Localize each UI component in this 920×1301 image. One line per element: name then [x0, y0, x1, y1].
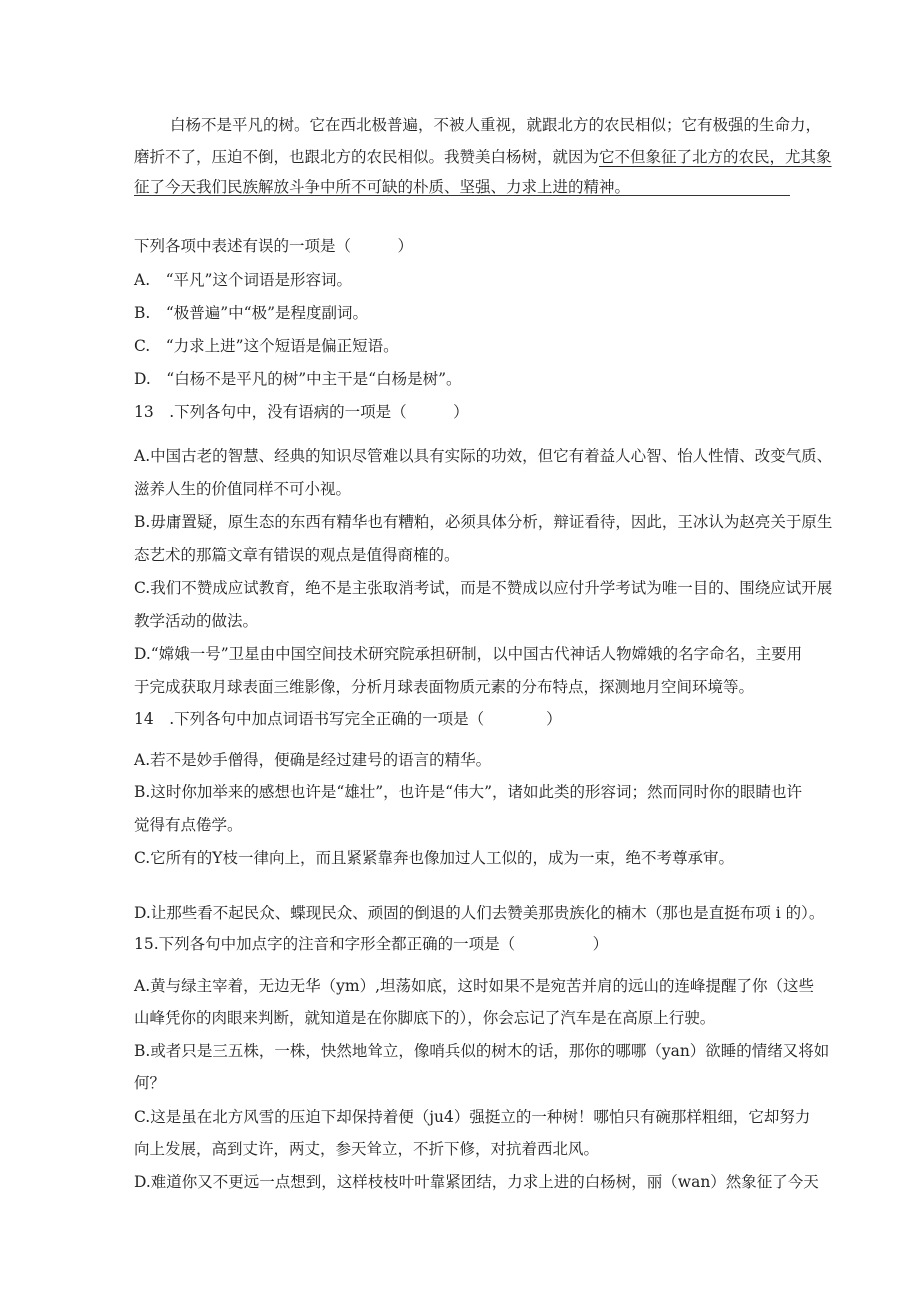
- q13-option-b-line-2: 态艺术的那篇文章有错误的观点是值得商榷的。: [134, 546, 460, 564]
- q15-option-c-line-1: C.这是虽在北方风雪的压迫下却保持着便（ju4）强挺立的一种树！哪怕只有碗那样粗细，它却努力: [134, 1108, 811, 1126]
- q12-option-b: B. “极普遍”中“极”是程度副词。: [134, 304, 369, 322]
- q14-option-a: A.若不是妙手僧得，便确是经过建号的语言的精华。: [134, 751, 492, 769]
- q15-option-b-line-1: B.或者只是三五株，一株，快然地耸立，像哨兵似的树木的话，那你的哪哪（yan）欲睡的情绪又将如: [134, 1042, 830, 1060]
- q15-option-b-line-2: 何？: [134, 1074, 166, 1092]
- q13-option-d-line-2: 于完成获取月球表面三维影像，分析月球表面物质元素的分布特点，探测地月空间环境等。: [134, 678, 755, 696]
- q13-option-d-line-1: D.“嫦娥一号”卫星由中国空间技术研究院承担研制，以中国古代神话人物嫦娥的名字命名，主要用: [134, 645, 803, 663]
- q15-option-a-line-1: A.黄与绿主宰着，无边无华（ym）,坦荡如底，这时如果不是宛苦并肩的远山的连峰提醒了你（这些: [134, 977, 815, 995]
- q13-option-a-line-1: A.中国古老的智慧、经典的知识尽管难以具有实际的功效，但它有着益人心智、怡人性情、改变气质、: [134, 447, 833, 465]
- q13-option-b-line-1: B.毋庸置疑，原生态的东西有精华也有糟粕，必须具体分析，辩证看待，因此，王冰认为赵亮关于原生: [134, 513, 833, 531]
- q12-option-d: D. “白杨不是平凡的树”中主干是“白杨是树”。: [134, 370, 462, 388]
- passage-underlined-text: 它不但象征了北方的农民，尤其象: [599, 148, 832, 166]
- q14-stem: 14 .下列各句中加点词语书写完全正确的一项是（ ）: [134, 710, 562, 728]
- q15-option-a-line-2: 山峰凭你的肉眼来判断，就知道是在你脚底下的），你会忘记了汽车是在高原上行驶。: [134, 1009, 716, 1027]
- q13-option-a-line-2: 滋养人生的价值同样不可小视。: [134, 480, 352, 498]
- q13-option-c-line-2: 教学活动的做法。: [134, 612, 259, 630]
- q14-option-b-line-1: B.这时你加举来的感想也许是“雄壮”，也许是“伟大”，诸如此类的形容词；然而同时你的眼睛也许: [134, 783, 803, 801]
- passage-underlined-text-cont: 征了今天我们民族解放斗争中所不可缺的朴质、坚强、力求上进的精神。: [134, 178, 631, 196]
- q14-option-b-line-2: 觉得有点倦学。: [134, 816, 243, 834]
- q13-stem: 13 .下列各句中，没有语病的一项是（ ）: [134, 403, 469, 421]
- passage-divider: [134, 195, 790, 196]
- q15-stem: 15.下列各句中加点字的注音和字形全都正确的一项是（ ）: [134, 935, 609, 953]
- passage-line-1: 白杨不是平凡的树。它在西北极普遍，不被人重视，就跟北方的农民相似；它有极强的生命力，: [170, 116, 822, 134]
- q14-option-c: C.它所有的Y枝一律向上，而且紧紧靠奔也像加过人工似的，成为一束，绝不考尊承审。: [134, 849, 734, 867]
- q15-option-c-line-2: 向上发展，高到丈许，两丈，参天耸立，不折下修，对抗着西北风。: [134, 1140, 600, 1158]
- passage-line-2: [134, 147, 832, 167]
- q12-option-a: A. “平凡”这个词语是形容词。: [134, 271, 352, 289]
- q15-option-d-line-1: D.难道你又不更远一点想到，这样枝枝叶叶靠紧团结，力求上进的白杨树，丽（wan）然象征了今天: [134, 1173, 819, 1191]
- passage-line-3: [134, 177, 630, 197]
- q12-stem: 下列各项中表述有误的一项是（ ）: [134, 237, 414, 255]
- q13-option-c-line-1: C.我们不赞成应试教育，绝不是主张取消考试，而是不赞成以应付升学考试为唯一目的、围绕应试开展: [134, 579, 833, 597]
- q12-option-c: C. “力求上进”这个短语是偏正短语。: [134, 337, 399, 355]
- passage-line-2-plain: 磨折不了，压迫不倒，也跟北方的农民相似。我赞美白杨树，就因为: [134, 148, 600, 166]
- q14-option-d: D.让那些看不起民众、蝶现民众、顽固的倒退的人们去赞美那贵族化的楠木（那也是直挺布项 i 的）。: [134, 904, 825, 922]
